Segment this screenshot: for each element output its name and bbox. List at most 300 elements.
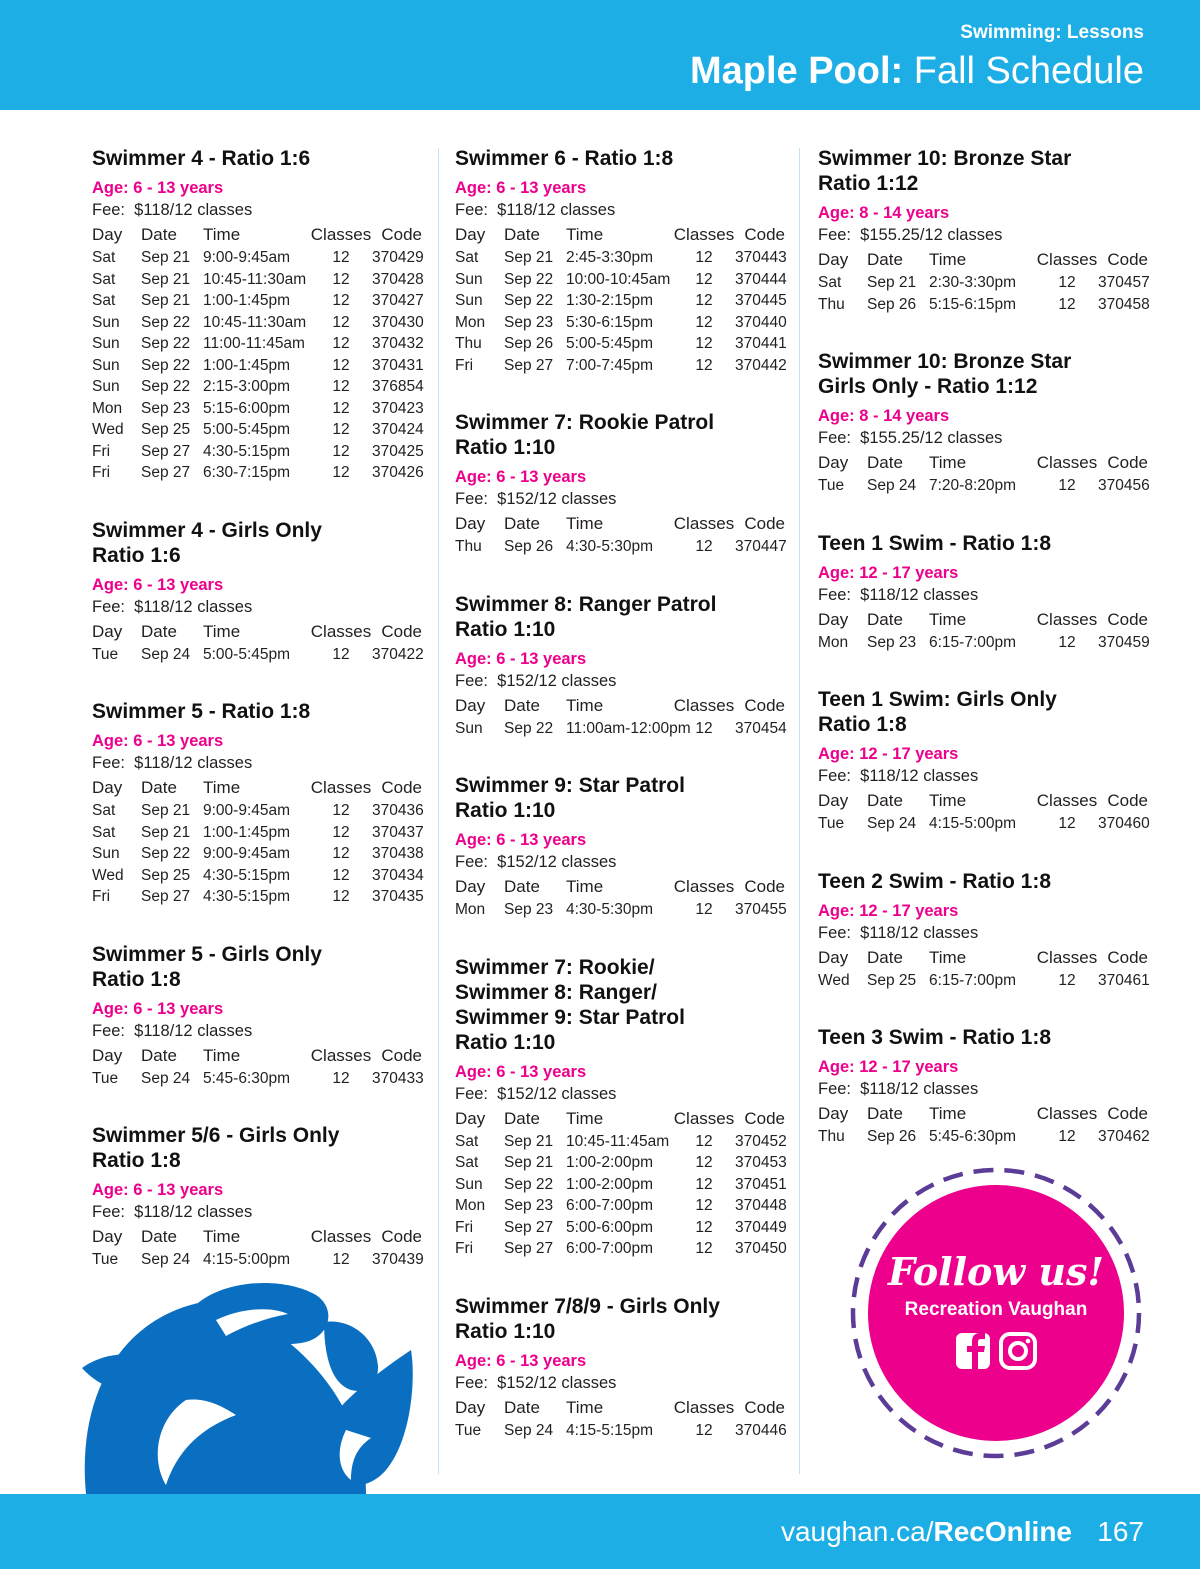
column-header-time: Time [566,514,604,533]
table-header-row [818,946,1148,970]
course-title: Teen 2 Swim - Ratio 1:8 [818,869,1051,893]
schedule-table [818,946,1148,992]
course-fee: Fee: $118/12 classes [818,767,979,785]
cell-day: Tue [92,1069,119,1087]
cell-day: Sat [92,270,116,288]
cell-code: 370437 [372,823,424,841]
cell-day: Sat [92,292,116,309]
column-header-time: Time [566,877,604,896]
cell-classes: 12 [332,888,350,905]
table-header-row [818,789,1148,813]
table-header-row [92,1044,422,1068]
cell-date: Sep 21 [141,270,191,288]
course-fee: Fee: $118/12 classes [818,923,979,942]
cell-day: Tue [818,815,845,832]
column-header-day: Day [818,1104,849,1123]
cell-date: Sep 27 [141,442,191,460]
cell-time: 6:15-7:00pm [929,633,1017,651]
column-header-date: Date [504,695,540,715]
column-header-classes: Classes [1036,453,1098,472]
course-title: Teen 1 Swim - Ratio 1:8 [818,531,1051,555]
course-fee: Fee: $118/12 classes [92,597,253,616]
cell-date: Sep 23 [867,633,917,651]
cell-classes: 12 [1058,815,1076,832]
course-block [92,942,422,1090]
course-title: Swimmer 10: Bronze Star Girls Only - Ratio 1:12 [818,350,1072,398]
course-age: Age: 6 - 13 years [455,831,587,849]
column-header-day: Day [818,250,849,269]
section-label: Swimming: Lessons [960,22,1144,43]
cell-date: Sep 22 [141,313,191,331]
schedule-table [818,789,1148,835]
course-age: Age: 6 - 13 years [455,1351,587,1370]
cell-time: 4:15-5:15pm [566,1421,654,1439]
cell-day: Wed [92,866,124,884]
schedule-table [818,608,1148,654]
cell-day: Mon [455,1197,486,1214]
table-header-row [92,620,422,644]
course-fee: Fee: $152/12 classes [455,853,617,871]
cell-classes: 12 [695,1421,713,1439]
schedule-table [818,451,1148,497]
column-header-date: Date [141,1045,177,1065]
cell-code: 370461 [1098,971,1150,989]
course-age: Age: 8 - 14 years [818,407,950,425]
cell-classes: 12 [332,249,350,266]
course-title: Swimmer 9: Star Patrol Ratio 1:10 [455,774,685,822]
cell-day: Thu [818,1128,845,1145]
column-header-time: Time [566,1397,604,1417]
column-header-time: Time [929,791,967,810]
cell-classes: 12 [332,399,350,417]
cell-date: Sep 22 [141,378,191,395]
cell-date: Sep 26 [867,1128,917,1145]
schedule-table [455,223,785,376]
cell-time: 4:15-5:00pm [203,1251,291,1268]
facebook-icon[interactable] [956,1333,990,1369]
cell-day: Fri [455,1218,474,1236]
cell-time: 2:45-3:30pm [566,249,654,266]
column-header-date: Date [141,1227,177,1246]
course-age: Age: 6 - 13 years [92,1181,224,1199]
table-row [92,441,422,463]
table-header-row [92,1225,422,1249]
cell-time: 1:30-2:15pm [566,292,654,309]
schedule-table [455,512,785,558]
cell-classes: 12 [332,823,350,841]
footer-url-strong: RecOnline [933,1516,1072,1547]
course-fee: Fee: $155.25/12 classes [818,226,1003,244]
cell-code: 370455 [735,901,787,918]
cell-date: Sep 23 [141,399,191,417]
table-row [455,312,785,334]
cell-classes: 12 [332,802,350,819]
cell-classes: 12 [332,335,350,352]
cell-code: 370430 [372,313,424,331]
cell-code: 370459 [1098,633,1150,651]
table-row [455,1131,785,1153]
course-block [818,349,1148,497]
cell-time: 6:00-7:00pm [566,1240,654,1257]
cell-time: 9:00-9:45am [203,249,291,266]
schedule-table [92,223,422,484]
cell-date: Sep 24 [141,1251,191,1268]
cell-code: 370429 [372,249,424,266]
column-header-day: Day [92,1227,123,1246]
table-row [455,355,785,377]
table-row [92,843,422,865]
column-header-day: Day [455,877,486,896]
column-header-day: Day [455,695,486,715]
column-header-time: Time [929,609,967,629]
course-age: Age: 6 - 13 years [455,179,587,197]
course-age: Age: 6 - 13 years [92,999,224,1018]
cell-time: 5:45-6:30pm [929,1128,1017,1145]
cell-day: Sun [92,356,120,374]
column-header-day: Day [455,225,486,244]
cell-classes: 12 [332,356,350,374]
column-header-code: Code [1107,609,1148,629]
column-3 [818,146,1148,1182]
column-header-code: Code [1107,947,1148,967]
cell-date: Sep 24 [867,815,917,832]
cell-day: Sun [455,292,483,309]
cell-day: Fri [92,442,111,460]
column-header-code: Code [744,1108,785,1128]
cell-time: 7:00-7:45pm [566,356,654,374]
cell-day: Fri [92,888,111,905]
cell-date: Sep 27 [504,1240,554,1257]
schedule-table [455,1107,785,1260]
page-number: 167 [1097,1516,1144,1547]
cell-day: Mon [455,313,486,331]
course-title: Swimmer 5/6 - Girls Only Ratio 1:8 [92,1124,340,1172]
schedule-table [455,875,785,921]
cell-code: 370447 [735,538,787,555]
table-row [818,632,1148,654]
cell-date: Sep 26 [504,538,554,555]
cell-day: Thu [455,335,482,352]
cell-code: 370442 [735,356,787,374]
course-fee: Fee: $118/12 classes [92,201,253,219]
column-header-time: Time [203,1227,241,1246]
cell-classes: 12 [1058,477,1076,494]
column-header-time: Time [929,1104,967,1123]
column-header-code: Code [381,778,422,797]
cell-time: 4:30-5:15pm [203,866,291,884]
column-header-day: Day [818,609,849,629]
table-header-row [818,248,1148,272]
cell-date: Sep 25 [141,866,191,884]
column-header-date: Date [504,1108,540,1128]
cell-code: 370438 [372,845,424,862]
cell-day: Thu [818,295,845,313]
column-2 [455,146,785,1475]
column-header-date: Date [141,621,177,641]
cell-code: 370462 [1098,1128,1150,1145]
cell-code: 370449 [735,1218,787,1236]
table-header-row [818,451,1148,475]
follow-us-badge [848,1165,1144,1461]
table-header-row [818,608,1148,632]
cell-date: Sep 21 [504,249,554,266]
cell-time: 11:00-11:45am [203,335,305,352]
column-header-date: Date [867,609,903,629]
cell-day: Sun [92,378,120,395]
course-block [818,146,1148,315]
cell-day: Tue [92,645,119,663]
cell-code: 370436 [372,802,424,819]
column-header-code: Code [381,225,422,244]
table-row [92,333,422,355]
course-block [455,955,785,1260]
cell-code: 370426 [372,464,424,481]
column-header-classes: Classes [310,621,372,641]
cell-date: Sep 27 [141,888,191,905]
footer-url-prefix: vaughan.ca/ [780,1516,934,1547]
column-header-classes: Classes [673,1397,735,1417]
cell-classes: 12 [332,421,350,438]
cell-date: Sep 21 [504,1132,554,1150]
cell-classes: 12 [695,901,713,918]
column-divider [438,148,439,1474]
cell-date: Sep 22 [504,1175,554,1193]
course-title: Swimmer 10: Bronze Star Ratio 1:12 [818,147,1072,195]
follow-us-org: Recreation Vaughan [904,1299,1088,1320]
cell-date: Sep 21 [141,823,191,841]
course-fee: Fee: $118/12 classes [818,1080,979,1098]
cell-classes: 12 [1058,971,1076,989]
cell-classes: 12 [332,270,350,288]
schedule-table [455,694,785,740]
table-header-row [455,875,785,899]
column-header-day: Day [455,514,486,533]
column-header-time: Time [203,225,241,244]
cell-day: Sun [92,313,120,331]
course-title: Swimmer 7: Rookie/ Swimmer 8: Ranger/ Swimmer 9: Star Patrol Ratio 1:10 [455,955,685,1054]
column-header-code: Code [744,695,785,715]
schedule-table [92,1225,422,1271]
splash-drop-left [82,1354,165,1394]
cell-classes: 12 [332,442,350,460]
course-block [818,869,1148,992]
cell-classes: 12 [332,464,350,481]
cell-date: Sep 21 [141,802,191,819]
cell-classes: 12 [695,1175,713,1193]
column-header-date: Date [867,453,903,472]
cell-code: 370454 [735,719,787,737]
cell-classes: 12 [695,335,713,352]
course-age: Age: 12 - 17 years [818,563,959,582]
column-header-code: Code [381,621,422,641]
course-fee: Fee: $152/12 classes [455,490,617,508]
cell-code: 370441 [735,335,787,352]
table-row [92,312,422,334]
course-age: Age: 6 - 13 years [92,179,224,197]
column-header-code: Code [1107,791,1148,810]
column-header-day: Day [818,453,849,472]
cell-time: 10:00-10:45am [566,270,671,288]
column-divider [799,148,800,1474]
course-block [92,518,422,666]
cell-date: Sep 24 [504,1421,554,1439]
cell-day: Sun [92,845,120,862]
cell-date: Sep 27 [504,1218,554,1236]
cell-code: 370453 [735,1154,787,1171]
cell-classes: 12 [695,538,713,555]
cell-date: Sep 24 [867,477,917,494]
cell-day: Sat [92,802,116,819]
column-header-day: Day [92,778,123,797]
cell-day: Thu [455,538,482,555]
cell-code: 370460 [1098,815,1150,832]
column-header-day: Day [818,947,849,967]
cell-day: Sun [455,270,483,288]
cell-code: 370446 [735,1421,787,1439]
cell-day: Sun [455,719,483,737]
water-splash-graphic [66,1280,426,1494]
cell-time: 9:00-9:45am [203,802,291,819]
cell-classes: 12 [695,1132,713,1150]
cell-code: 370450 [735,1240,787,1257]
cell-date: Sep 22 [141,335,191,352]
table-header-row [455,1107,785,1131]
column-header-time: Time [566,225,604,244]
cell-date: Sep 25 [867,971,917,989]
course-title: Swimmer 5 - Girls Only Ratio 1:8 [92,942,322,991]
column-header-time: Time [203,778,241,797]
table-row [92,376,422,398]
table-row [455,269,785,291]
cell-code: 376854 [372,378,424,395]
cell-classes: 12 [332,645,350,663]
cell-date: Sep 23 [504,313,554,331]
cell-time: 9:00-9:45am [203,845,291,862]
cell-day: Mon [455,901,486,918]
course-block [92,1123,422,1271]
table-row [455,1174,785,1196]
cell-time: 5:15-6:00pm [203,399,291,417]
cell-code: 370448 [735,1197,787,1214]
footer-url-link[interactable] [781,1516,1072,1548]
table-row [92,269,422,291]
cell-date: Sep 22 [504,292,554,309]
course-title: Swimmer 4 - Girls Only Ratio 1:6 [92,518,322,567]
cell-time: 10:45-11:30am [203,270,307,288]
cell-day: Sun [455,1175,483,1193]
cell-day: Mon [818,633,849,651]
cell-time: 10:45-11:45am [566,1132,670,1150]
cell-time: 5:45-6:30pm [203,1069,291,1087]
cell-day: Tue [92,1251,119,1268]
column-header-date: Date [504,1397,540,1417]
cell-classes: 12 [695,1240,713,1257]
cell-classes: 12 [1058,274,1076,291]
cell-time: 11:00am-12:00pm [566,719,691,737]
table-row [92,822,422,844]
course-title: Swimmer 7: Rookie Patrol Ratio 1:10 [455,411,715,459]
column-header-classes: Classes [673,225,735,244]
cell-date: Sep 26 [504,335,554,352]
column-header-date: Date [141,225,177,244]
column-header-classes: Classes [673,514,735,533]
column-header-classes: Classes [310,1045,372,1065]
table-row [92,1249,422,1271]
cell-time: 5:00-5:45pm [203,645,291,663]
cell-code: 370445 [735,292,787,309]
cell-time: 5:00-5:45pm [566,335,654,352]
table-row [455,1195,785,1217]
cell-code: 370427 [372,292,424,309]
table-row [92,865,422,887]
schedule-table [818,1102,1148,1148]
column-header-classes: Classes [673,695,735,715]
cell-code: 370425 [372,442,424,460]
cell-code: 370428 [372,270,424,288]
course-fee: Fee: $152/12 classes [455,1373,617,1392]
cell-classes: 12 [332,313,350,331]
table-row [92,398,422,420]
column-header-date: Date [867,1104,903,1123]
cell-time: 4:30-5:30pm [566,538,654,555]
course-title: Swimmer 8: Ranger Patrol Ratio 1:10 [455,592,717,641]
column-header-time: Time [929,250,967,269]
cell-day: Mon [92,399,123,417]
cell-date: Sep 21 [504,1154,554,1171]
cell-day: Sat [818,274,842,291]
course-age: Age: 6 - 13 years [92,732,224,750]
course-age: Age: 6 - 13 years [92,575,224,594]
cell-code: 370456 [1098,477,1150,494]
table-row [92,886,422,908]
course-fee: Fee: $152/12 classes [455,1084,617,1103]
table-header-row [455,223,785,247]
cell-classes: 12 [332,1251,350,1268]
course-fee: Fee: $118/12 classes [818,585,979,604]
course-age: Age: 8 - 14 years [818,204,950,222]
table-row [92,419,422,441]
cell-code: 370452 [735,1132,787,1150]
cell-day: Wed [92,421,124,438]
column-header-time: Time [566,1108,604,1128]
column-header-code: Code [1107,250,1148,269]
course-block [818,687,1148,835]
table-row [92,355,422,377]
cell-date: Sep 22 [504,719,554,737]
table-header-row [92,223,422,247]
column-header-code: Code [744,1397,785,1417]
schedule-table [92,620,422,666]
column-header-time: Time [929,947,967,967]
course-title: Swimmer 6 - Ratio 1:8 [455,147,674,170]
column-header-date: Date [504,514,540,533]
table-row [455,333,785,355]
cell-date: Sep 27 [504,356,554,374]
column-header-time: Time [929,453,967,472]
column-header-date: Date [867,791,903,810]
cell-time: 6:30-7:15pm [203,464,291,481]
column-header-classes: Classes [1036,1104,1098,1123]
column-header-time: Time [566,695,604,715]
cell-classes: 12 [1058,633,1076,651]
table-row [818,813,1148,835]
table-row [455,899,785,921]
column-header-classes: Classes [310,1227,372,1246]
table-row [92,247,422,269]
cell-classes: 12 [332,292,350,309]
page-title-location: Maple Pool: [689,50,904,92]
cell-code: 370422 [372,645,424,663]
